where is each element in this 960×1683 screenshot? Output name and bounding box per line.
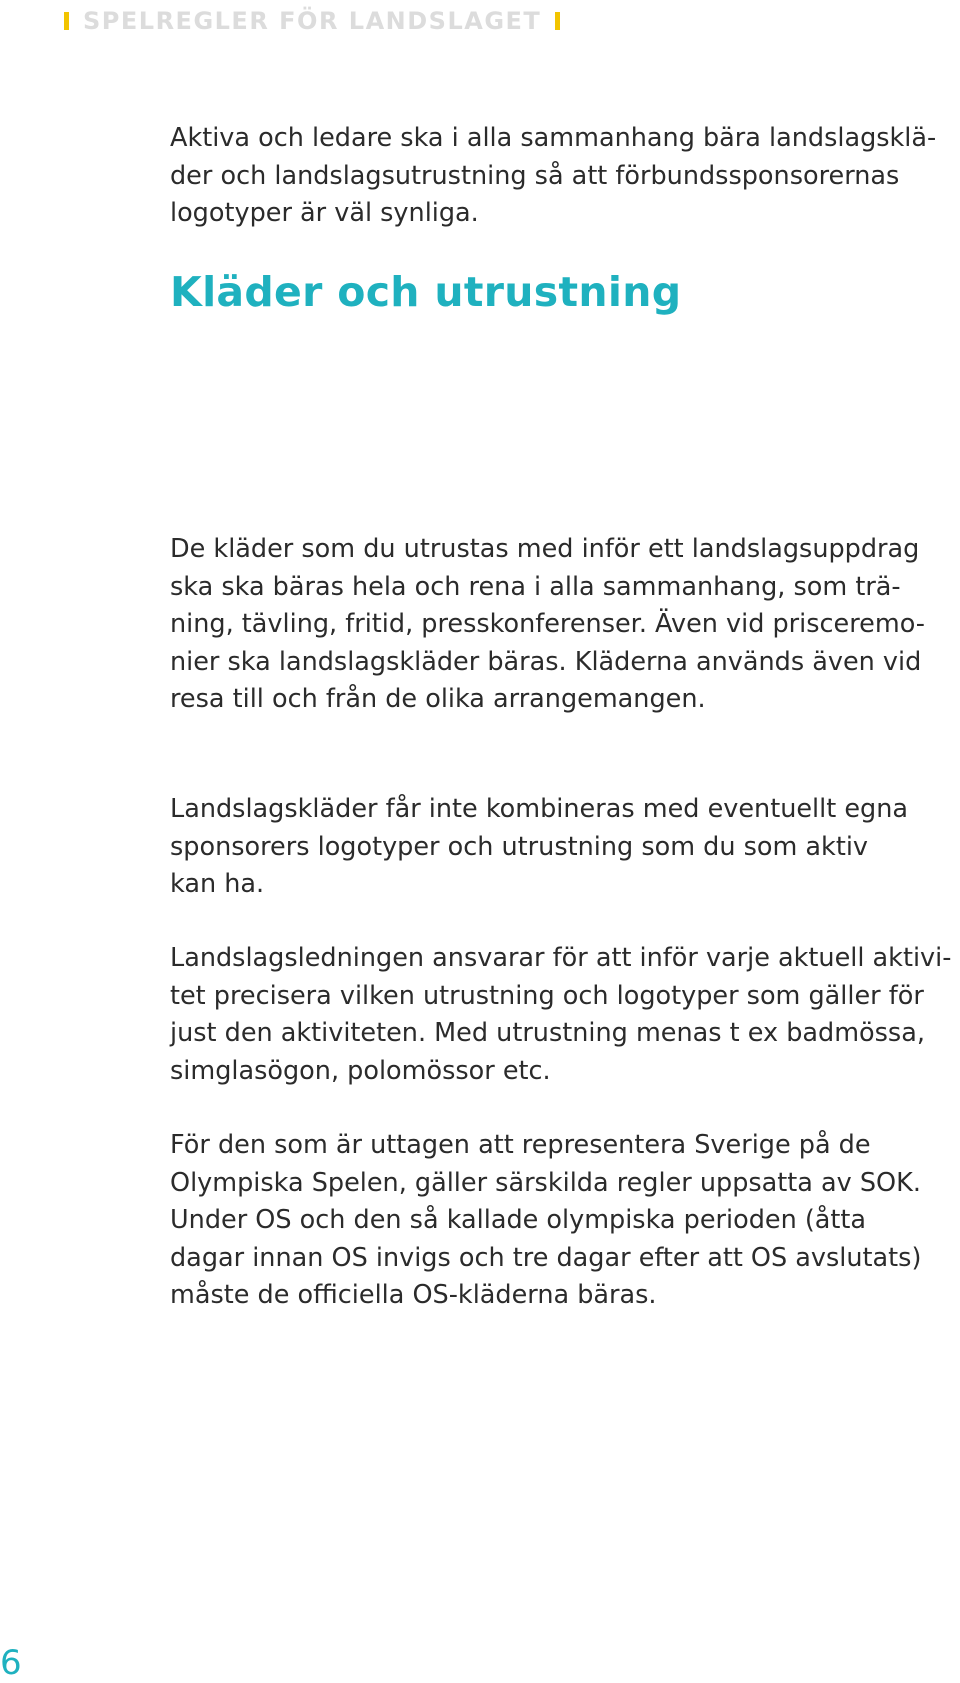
paragraph-line: simglasögon, polomössor etc. [170,1055,551,1086]
header-bar-left [64,12,69,30]
paragraph-line: ning, tävling, fritid, presskonferenser. Även vid prisceremo- [170,609,925,639]
paragraph-line: Landslagsledningen ansvarar för att inför varje aktuell aktivi- [170,943,952,973]
paragraph-line: Aktiva och ledare ska i alla sammanhang bära landslagsklä- [170,123,937,153]
running-header-title: SPELREGLER FÖR LANDSLAGET [83,7,542,35]
header-bar-right [555,12,560,30]
paragraph-line: dagar innan OS invigs och tre dagar efter att OS avslutats) [170,1242,922,1273]
paragraph-line: De kläder som du utrustas med inför ett landslagsuppdrag [170,534,920,564]
running-header [64,6,560,36]
paragraph-line: Under OS och den så kallade olympiska perioden (åtta [170,1205,867,1235]
paragraph-line: kan ha. [170,869,265,899]
paragraph-line: Olympiska Spelen, gäller särskilda regler uppsatta av SOK. [170,1167,921,1198]
paragraph-line: tet precisera vilken utrustning och logotyper som gäller för [170,980,924,1011]
page-title: Kläder och utrustning [170,268,682,316]
paragraph-3 [170,791,908,904]
paragraph-line: sponsorers logotyper och utrustning som du som aktiv [170,831,869,862]
paragraph-line: der och landslagsutrustning så att förbundssponsorernas [170,160,900,191]
paragraph-5 [170,1127,921,1315]
paragraph-2 [170,531,925,719]
paragraph-line: logotyper är väl synliga. [170,198,479,228]
paragraph-line: resa till och från de olika arrangemangen. [170,684,706,714]
page-number: 6 [0,1643,22,1683]
paragraph-line: nier ska landslagskläder bäras. Kläderna används även vid [170,646,922,677]
paragraph-line: ska ska bäras hela och rena i alla sammanhang, som trä- [170,571,901,602]
paragraph-line: Landslagskläder får inte kombineras med eventuellt egna [170,794,908,824]
paragraph-line: För den som är uttagen att representera Sverige på de [170,1130,871,1160]
paragraph-line: just den aktiviteten. Med utrustning menas t ex badmössa, [170,1018,925,1048]
paragraph-4 [170,940,951,1090]
paragraph-line: måste de officiella OS-kläderna bäras. [170,1280,657,1310]
paragraph-1 [170,120,936,233]
